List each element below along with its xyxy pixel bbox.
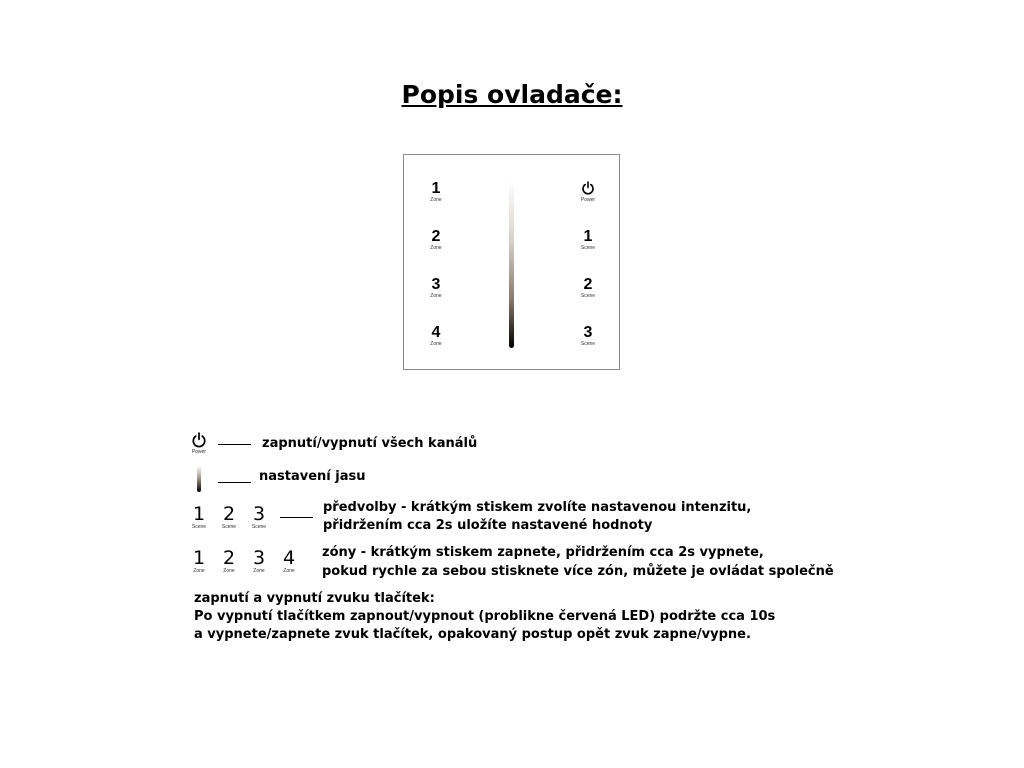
zone-1-label: 1 bbox=[431, 180, 441, 197]
remote-panel bbox=[403, 154, 620, 370]
legend-scene-3-label: 3 bbox=[252, 503, 266, 525]
scene-2-sub: Scene bbox=[580, 293, 596, 299]
legend-scene-3-sub: Scene bbox=[251, 524, 267, 530]
legend-zone-2-sub: Zone bbox=[223, 568, 235, 574]
legend-dash bbox=[218, 482, 251, 483]
legend-power-sub: Power bbox=[191, 449, 207, 455]
legend-zone-3 bbox=[246, 548, 272, 575]
legend-scene-2-label: 2 bbox=[222, 503, 236, 525]
legend-scene-1-sub: Scene bbox=[191, 524, 207, 530]
zone-4-button[interactable] bbox=[416, 324, 456, 348]
legend-scene-2 bbox=[216, 504, 242, 531]
zone-3-label: 3 bbox=[431, 276, 441, 293]
legend-zones-line2: pokud rychle za sebou stisknete více zón, můžete je ovládat společně bbox=[322, 564, 834, 579]
scene-3-button[interactable] bbox=[568, 324, 608, 348]
zone-1-sub: Zone bbox=[430, 197, 442, 203]
power-sub: Power bbox=[580, 197, 596, 203]
scene-3-label: 3 bbox=[583, 324, 593, 341]
scene-2-button[interactable] bbox=[568, 276, 608, 300]
legend-zone-1-label: 1 bbox=[192, 547, 206, 569]
sound-line2: a vypnete/zapnete zvuk tlačítek, opakovaný postup opět zvuk zapne/vypne. bbox=[194, 627, 751, 642]
legend-zone-1-sub: Zone bbox=[193, 568, 205, 574]
power-icon bbox=[581, 181, 595, 195]
scene-1-label: 1 bbox=[583, 228, 593, 245]
power-button[interactable] bbox=[568, 180, 608, 204]
sound-heading: zapnutí a vypnutí zvuku tlačítek: bbox=[194, 591, 435, 606]
legend-zone-4 bbox=[276, 548, 302, 575]
zone-3-sub: Zone bbox=[430, 293, 442, 299]
legend-scenes-line1: předvolby - krátkým stiskem zvolíte nastavenou intenzitu, bbox=[323, 500, 752, 515]
legend-zone-3-sub: Zone bbox=[253, 568, 265, 574]
power-icon bbox=[191, 432, 207, 448]
page-title: Popis ovladače: bbox=[401, 80, 623, 109]
zone-4-label: 4 bbox=[431, 324, 441, 341]
brightness-slider-icon bbox=[197, 466, 201, 492]
legend-zone-1 bbox=[186, 548, 212, 575]
legend-zone-4-label: 4 bbox=[282, 547, 296, 569]
scene-3-sub: Scene bbox=[580, 341, 596, 347]
legend-dash bbox=[280, 517, 313, 518]
legend-scene-2-sub: Scene bbox=[221, 524, 237, 530]
sound-line1: Po vypnutí tlačítkem zapnout/vypnout (problikne červená LED) podržte cca 10s bbox=[194, 609, 776, 624]
legend-scene-1 bbox=[186, 504, 212, 531]
legend-zone-3-label: 3 bbox=[252, 547, 266, 569]
scene-1-button[interactable] bbox=[568, 228, 608, 252]
legend-zones-line1: zóny - krátkým stiskem zapnete, přidržením cca 2s vypnete, bbox=[322, 545, 764, 560]
legend-scene-3 bbox=[246, 504, 272, 531]
legend-dash bbox=[218, 444, 251, 445]
zone-3-button[interactable] bbox=[416, 276, 456, 300]
legend-scene-1-label: 1 bbox=[192, 503, 206, 525]
legend-power-text: zapnutí/vypnutí všech kanálů bbox=[262, 436, 478, 451]
scene-1-sub: Scene bbox=[580, 245, 596, 251]
legend-zone-4-sub: Zone bbox=[283, 568, 295, 574]
zone-2-sub: Zone bbox=[430, 245, 442, 251]
zone-2-label: 2 bbox=[431, 228, 441, 245]
brightness-slider[interactable] bbox=[509, 180, 514, 348]
zone-1-button[interactable] bbox=[416, 180, 456, 204]
legend-zone-2-label: 2 bbox=[222, 547, 236, 569]
legend-zone-2 bbox=[216, 548, 242, 575]
zone-2-button[interactable] bbox=[416, 228, 456, 252]
zone-4-sub: Zone bbox=[430, 341, 442, 347]
legend-slider-text: nastavení jasu bbox=[259, 469, 366, 484]
legend-power bbox=[186, 432, 212, 456]
scene-2-label: 2 bbox=[583, 276, 593, 293]
legend-scenes-line2: přidržením cca 2s uložíte nastavené hodnoty bbox=[323, 518, 653, 533]
